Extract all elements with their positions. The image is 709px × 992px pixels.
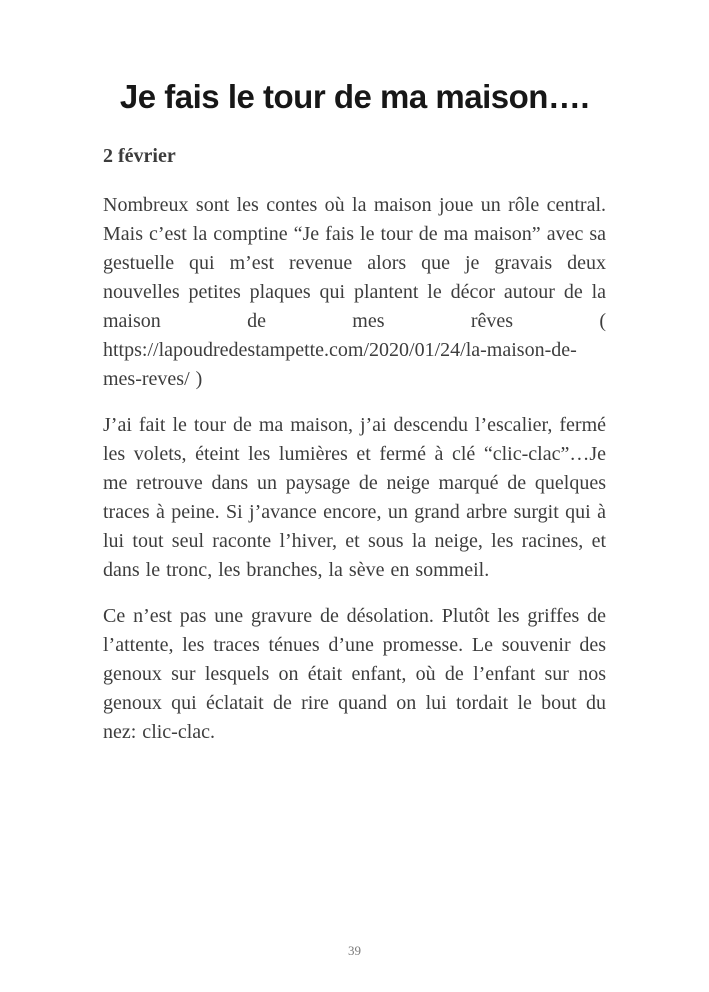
paragraph-tour-maison: J’ai fait le tour de ma maison, j’ai descendu l’escalier, fermé les volets, éteint les lumières et fermé à clé “clic-clac”…Je me retrouve dans un paysage de neige marqué de quelques traces à peine. Si j’avance encore, un grand arbre surgit qui à lui tout seul raconte l’hiver, et sous la neige, les racines, et dans le tronc, les branches, la sève en sommeil. <box>103 414 606 582</box>
page-number: 39 <box>348 943 361 958</box>
page-title: Je fais le tour de ma maison…. <box>119 78 590 115</box>
paragraph-conclusion: Ce n’est pas une gravure de désolation. Plutôt les griffes de l’attente, les traces ténues d’une promesse. Le souvenir des genoux sur lesquels on était enfant, où de l’enfant sur nos genoux qui éclatait de rire quand on lui tordait le bout du nez: clic-clac. <box>103 605 606 744</box>
date-heading: 2 février <box>103 145 176 168</box>
paragraph-intro: Nombreux sont les contes où la maison joue un rôle central. Mais c’est la comptine “Je fais le tour de ma maison” avec sa gestuelle qui m’est revenue alors que je gravais deux nouvelles petites plaques qui plantent le décor autour de la maison de mes rêves ( https://lapoudredestampette.com/2020/01/24/la-maison-de-mes-reves/ ) <box>103 194 606 391</box>
